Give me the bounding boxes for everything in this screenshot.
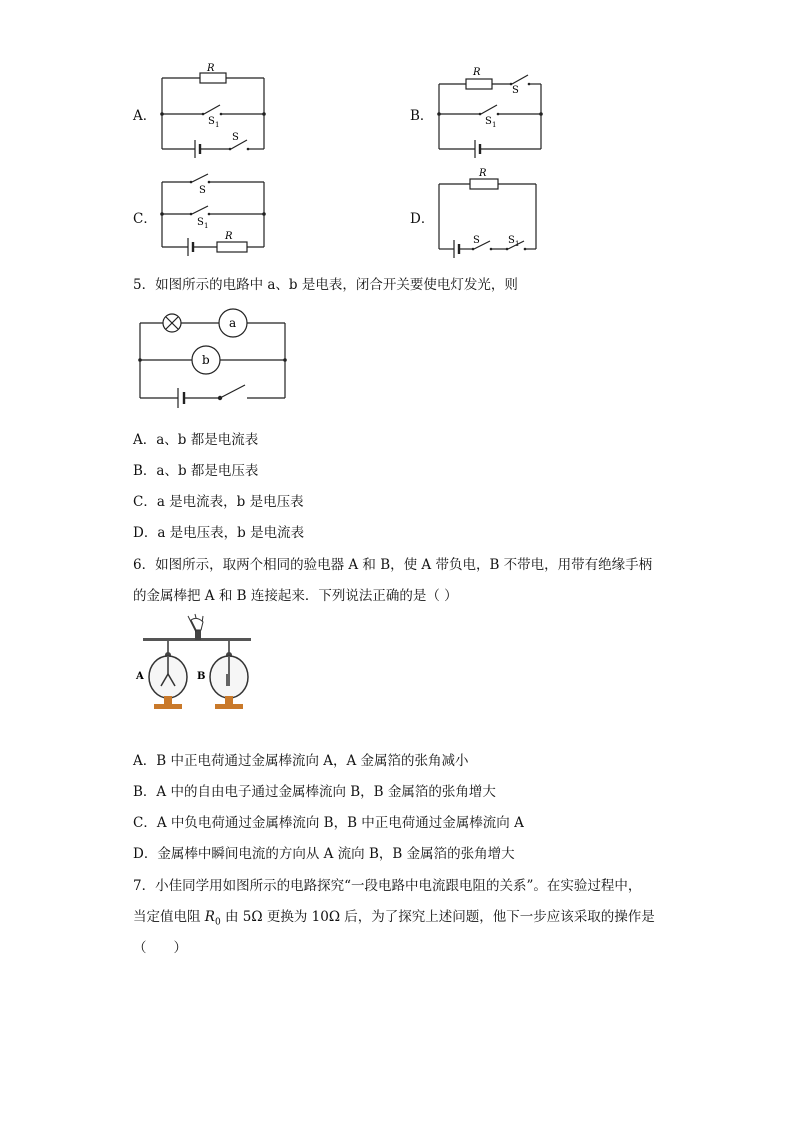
question-7-line-2-post: 由 5Ω 更换为 10Ω 后，为了探究上述问题，他下一步应该采取的操作是 xyxy=(220,909,655,925)
switch-s1-label: S xyxy=(208,116,215,127)
question-6-option-b[interactable]: B．A 中的自由电子通过金属棒流向 B，B 金属箔的张角增大 xyxy=(133,784,496,800)
option-c-label: C． xyxy=(133,211,157,227)
resistor-label: R xyxy=(207,63,215,74)
switch-s-label: S xyxy=(199,185,206,196)
switch-s1-subscript: 1 xyxy=(492,121,497,129)
switch-s1-subscript: 1 xyxy=(204,222,209,230)
electroscope-figure xyxy=(133,612,258,712)
option-b-label: B． xyxy=(410,108,434,124)
switch-s1-label: S xyxy=(485,116,492,127)
question-6-option-a[interactable]: A．B 中正电荷通过金属棒流向 A，A 金属箔的张角减小 xyxy=(133,753,469,769)
question-6-stem-line-1: 6．如图所示，取两个相同的验电器 A 和 B，使 A 带负电，B 不带电，用带有绝缘手柄 xyxy=(133,557,653,573)
question-5-circuit-diagram xyxy=(135,305,295,415)
question-5-stem: 5．如图所示的电路中 a、b 是电表，闭合开关要使电灯发光，则 xyxy=(133,277,518,293)
resistor-r0-symbol: R xyxy=(204,909,215,925)
electroscope-a-icon xyxy=(149,641,187,709)
switch-s1-subscript: 1 xyxy=(515,240,520,248)
switch-s1-subscript: 1 xyxy=(215,121,220,129)
question-5-option-d[interactable]: D．a 是电压表，b 是电流表 xyxy=(133,525,305,541)
question-5-option-a[interactable]: A．a、b 都是电流表 xyxy=(133,432,259,448)
question-5-option-c[interactable]: C．a 是电流表，b 是电压表 xyxy=(133,494,304,510)
question-7-stem-line-1: 7．小佳同学用如图所示的电路探究“一段电路中电流跟电阻的关系”。在实验过程中， xyxy=(133,878,642,894)
resistor-r0-subscript: 0 xyxy=(214,917,221,928)
circuit-diagram-option-b xyxy=(432,60,547,160)
switch-s1-label: S xyxy=(508,235,515,246)
circuit-diagram-option-a xyxy=(155,60,270,160)
electroscope-b-label: B xyxy=(197,671,206,682)
question-6-stem-line-2: 的金属棒把 A 和 B 连接起来．下列说法正确的是（ ） xyxy=(133,588,458,604)
switch-s-label: S xyxy=(232,132,239,143)
insulating-handle-icon xyxy=(188,614,203,640)
resistor-label: R xyxy=(225,231,233,242)
resistor-label: R xyxy=(479,168,487,179)
electroscope-b-icon xyxy=(210,641,248,709)
circuit-diagram-option-d xyxy=(432,165,547,260)
meter-a-label: a xyxy=(229,316,237,330)
question-6-option-c[interactable]: C．A 中负电荷通过金属棒流向 B，B 中正电荷通过金属棒流向 A xyxy=(133,815,524,831)
question-7-stem-line-2 xyxy=(133,908,655,932)
switch-s1-label: S xyxy=(197,217,204,228)
question-6-option-d[interactable]: D．金属棒中瞬间电流的方向从 A 流向 B，B 金属箔的张角增大 xyxy=(133,846,515,862)
switch-s-label: S xyxy=(512,85,519,96)
question-7-answer-blank: （ ） xyxy=(133,940,187,956)
resistor-label: R xyxy=(473,67,481,78)
option-d-label: D． xyxy=(410,211,435,227)
circuit-diagram-option-c xyxy=(155,172,270,262)
question-5-option-b[interactable]: B．a、b 都是电压表 xyxy=(133,463,259,479)
question-7-line-2-pre: 当定值电阻 xyxy=(133,909,205,925)
meter-b-label: b xyxy=(202,353,210,367)
switch-s-label: S xyxy=(473,235,480,246)
option-a-label: A． xyxy=(133,108,157,124)
electroscope-a-label: A xyxy=(136,671,144,682)
